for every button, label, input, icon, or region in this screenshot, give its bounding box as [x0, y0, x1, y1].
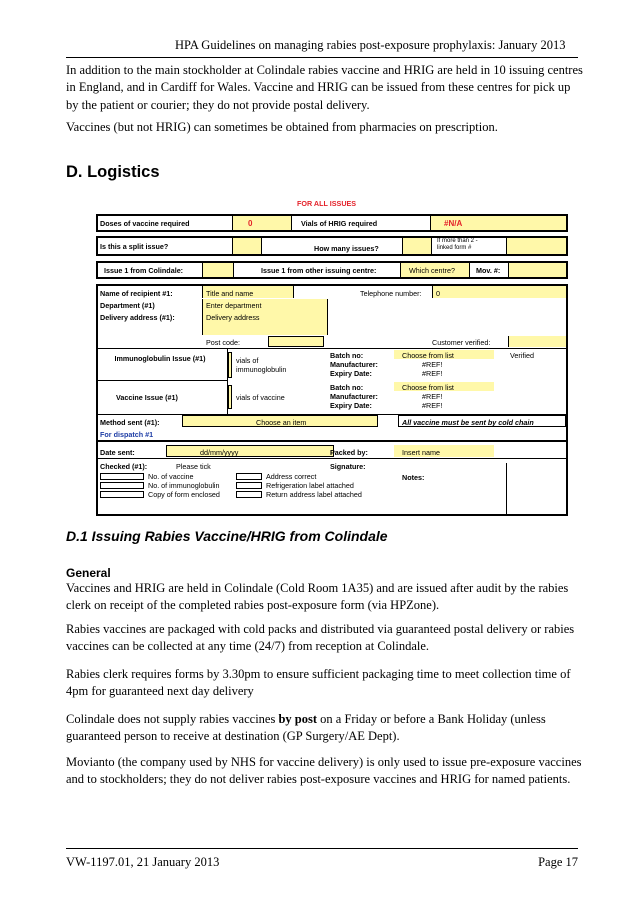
check-item-immuno: No. of immunoglobulin [148, 481, 220, 490]
method-label: Method sent (#1): [100, 418, 160, 427]
check-box-return[interactable] [236, 491, 262, 498]
general-heading: General [66, 566, 111, 580]
signature-label: Signature: [330, 462, 366, 471]
check-box-form[interactable] [100, 491, 144, 498]
footer-doc-id: VW-1197.01, 21 January 2013 [66, 855, 220, 869]
batch-label-1: Batch no: [330, 351, 364, 360]
notes-divider [506, 463, 507, 515]
split-label: Is this a split issue? [100, 242, 169, 251]
p4-part-bold: by post [278, 712, 318, 726]
cold-chain-note: All vaccine must be sent by cold chain [402, 418, 534, 427]
header-rule [66, 57, 578, 58]
vaccine-vials: vials of vaccine [236, 393, 285, 402]
batch-value-2: Choose from list [402, 383, 454, 392]
expiry-value-2: #REF! [422, 401, 443, 410]
check-item-address: Address correct [266, 472, 317, 481]
check-box-immuno[interactable] [100, 482, 144, 489]
telephone-label: Telephone number: [360, 289, 422, 298]
issue-colindale-cell[interactable] [202, 263, 234, 277]
check-box-refrigeration[interactable] [236, 482, 262, 489]
vaccine-issue-label: Vaccine Issue (#1) [116, 393, 178, 402]
immuno-label: Immunoglobulin Issue (#1) [114, 354, 206, 363]
section-d-heading: D. Logistics [66, 163, 160, 181]
immuno-vials: vials of immunoglobulin [236, 356, 287, 374]
batch-label-2: Batch no: [330, 383, 364, 392]
vaccine-qty[interactable] [228, 385, 232, 409]
check-item-return: Return address label attached [266, 490, 362, 499]
checked-label: Checked (#1): [100, 462, 148, 471]
issue-other-label: Issue 1 from other issuing centre: [261, 266, 377, 275]
telephone-cell[interactable] [432, 286, 566, 298]
check-item-form: Copy of form enclosed [148, 490, 220, 499]
manufacturer-label-2: Manufacturer: [330, 392, 378, 401]
postcode-cell[interactable] [268, 336, 324, 347]
split-cell[interactable] [232, 238, 262, 254]
running-header: HPA Guidelines on managing rabies post-exposure prophylaxis: January 2013 [175, 38, 566, 52]
p4-part-a: Colindale does not supply rabies vaccines [66, 712, 279, 726]
expiry-label-2: Expiry Date: [330, 401, 372, 410]
section-d1-heading: D.1 Issuing Rabies Vaccine/HRIG from Colindale [66, 528, 388, 544]
customer-verified-cell[interactable] [508, 336, 566, 347]
check-item-refrigeration: Refrigeration label attached [266, 481, 354, 490]
vials-label: Vials of HRIG required [301, 219, 378, 228]
general-paragraph-1: Vaccines and HRIG are held in Colindale (Cold Room 1A35) and are issued after audit by the rabies clerk on receipt of the completed rabies post-exposure form (via HPZone). [66, 581, 569, 613]
expiry-label-1: Expiry Date: [330, 369, 372, 378]
telephone-value: 0 [436, 289, 440, 298]
doses-label: Doses of vaccine required [100, 219, 190, 228]
doses-cell[interactable] [232, 216, 292, 230]
how-many-cell[interactable] [402, 238, 432, 254]
recipient-label: Name of recipient #1: [100, 289, 173, 298]
date-sent-cell[interactable] [166, 445, 334, 457]
batch-value-1: Choose from list [402, 351, 454, 360]
footer-rule [66, 848, 578, 849]
notes-label: Notes: [402, 473, 425, 482]
general-paragraph-4 [66, 711, 586, 746]
doses-value: 0 [248, 219, 253, 228]
footer-page: Page 17 [538, 855, 578, 869]
delivery-value: Delivery address [206, 313, 260, 322]
check-box-address[interactable] [236, 473, 262, 480]
linked-note: If more than 2 - linked form # [437, 238, 478, 251]
manufacturer-label-1: Manufacturer: [330, 360, 378, 369]
verified-label: Verified [510, 351, 534, 360]
general-paragraph-3: Rabies clerk requires forms by 3.30pm to ensure sufficient packaging time to meet collection time of 4pm for guaranteed next day delivery [66, 667, 571, 699]
department-label: Department (#1) [100, 301, 155, 310]
check-item-vaccine: No. of vaccine [148, 472, 194, 481]
recipient-value: Title and name [206, 289, 254, 298]
postcode-label: Post code: [206, 338, 240, 347]
issue-colindale-label: Issue 1 from Colindale: [104, 266, 184, 275]
mov-cell[interactable] [508, 263, 566, 277]
form-banner: FOR ALL ISSUES [297, 199, 357, 208]
please-tick: Please tick [176, 462, 211, 471]
p4-part-c: on a Friday or before a Bank Holiday (unless guaranteed person to receive at destination (GP Surgery/AE Dept). [66, 712, 546, 744]
delivery-label: Delivery address (#1): [100, 313, 175, 322]
date-sent-label: Date sent: [100, 448, 135, 457]
method-value: Choose an item [256, 418, 307, 427]
manufacturer-value-2: #REF! [422, 392, 443, 401]
expiry-value-1: #REF! [422, 369, 443, 378]
vials-value: #N/A [444, 219, 463, 228]
packed-label: Packed by: [330, 448, 368, 457]
department-value: Enter department [206, 301, 262, 310]
rabies-issue-form [96, 199, 568, 516]
which-centre: Which centre? [409, 266, 455, 275]
mov-label: Mov. #: [476, 266, 501, 275]
how-many-label: How many issues? [314, 244, 379, 253]
general-paragraph-5: Movianto (the company used by NHS for vaccine delivery) is only used to issue pre-exposure vaccines and to stockholders; they do not deliver rabies post-exposure vaccines and HRIG for named patients. [66, 755, 582, 787]
date-sent-value: dd/mm/yyyy [200, 448, 239, 457]
general-paragraph-2: Rabies vaccines are packaged with cold packs and distributed via guaranteed postal delivery or rabies vaccines can be collected at any time (24/7) from reception at Colindale. [66, 622, 575, 654]
intro-paragraph-2: Vaccines (but not HRIG) can sometimes be obtained from pharmacies on prescription. [66, 120, 498, 134]
packed-value: Insert name [402, 448, 440, 457]
immuno-qty[interactable] [228, 352, 232, 378]
manufacturer-value-1: #REF! [422, 360, 443, 369]
customer-verified: Customer verified: [432, 338, 491, 347]
dispatch-label: For dispatch #1 [100, 430, 154, 439]
linked-cell[interactable] [506, 238, 566, 254]
check-box-vaccine[interactable] [100, 473, 144, 480]
intro-paragraph-1: In addition to the main stockholder at Colindale rabies vaccine and HRIG are held in 10 issuing centres in England, and in Cardiff for Wales. Vaccine and HRIG can be issued from these centres for pick up by the patient or courier; they do not provide postal delivery. [66, 63, 583, 112]
